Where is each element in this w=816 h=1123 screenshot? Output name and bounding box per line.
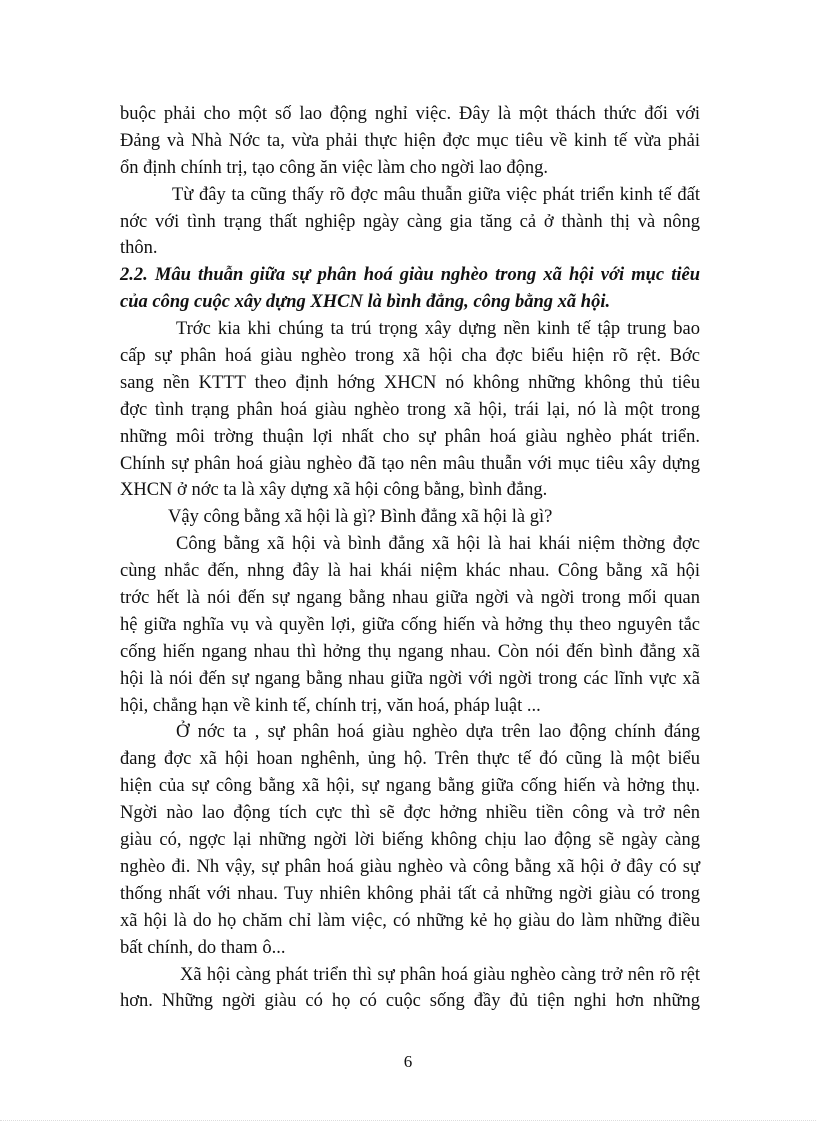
text-line: hội, chẳng hạn về kinh tế, chính trị, văn hoá, pháp luật ... (120, 695, 541, 716)
page-number: 6 (403, 1052, 413, 1071)
page-bottom-divider (0, 1120, 816, 1121)
text-line: hơn. Những ngời giàu có họ có cuộc sống đầy đủ tiện nghi hơn những (120, 991, 700, 1012)
text-line: sang nền KTTT theo định hớng XHCN nó không những không thủ tiêu (120, 372, 700, 393)
text-line: Từ đây ta cũng thấy rõ đợc mâu thuẫn giữa việc phát triển kinh tế đất (172, 184, 700, 205)
text-line: những môi trờng thuận lợi nhất cho sự phân hoá giàu nghèo phát triển. (120, 426, 700, 447)
text-line: Đảng và Nhà Nớc ta, vừa phải thực hiện đợc mục tiêu về kinh tế vừa phải (120, 130, 700, 151)
text-line: giàu có, ngợc lại những ngời lời biếng không chịu lao động sẽ ngày càng (120, 830, 700, 851)
text-line: ổn định chính trị, tạo công ăn việc làm cho ngời lao động. (120, 157, 548, 178)
text-line: Chính sự phân hoá giàu nghèo đã tạo nên mâu thuẫn với mục tiêu xây dựng (120, 453, 700, 474)
text-line: Ngời nào lao động tích cực thì sẽ đợc hởng nhiều tiền công và trở nên (120, 803, 700, 824)
text-line: hội là nói đến sự ngang bằng nhau giữa ngời với ngời trong các lĩnh vực xã (120, 668, 700, 689)
text-line: đang đợc xã hội hoan nghênh, ủng hộ. Trên thực tế đó cũng là một biểu (120, 749, 700, 770)
text-line: cùng nhắc đến, nhng đây là hai khái niệm khác nhau. Công bằng xã hội (120, 561, 700, 582)
text-line: Xã hội càng phát triển thì sự phân hoá giàu nghèo càng trở nên rõ rệt (180, 964, 700, 985)
text-line: cấp sự phân hoá giàu nghèo trong xã hội cha đợc biểu hiện rõ rệt. Bớc (120, 346, 700, 367)
text-line: trớc hết là nói đến sự ngang bằng nhau giữa ngời và ngời trong mối quan (120, 588, 700, 609)
text-line: nớc với tình trạng thất nghiệp ngày càng gia tăng cả ở thành thị và nông (120, 211, 700, 232)
section-heading-line: 2.2. Mâu thuẫn giữa sự phân hoá giàu nghèo trong xã hội với mục tiêu (120, 265, 700, 286)
text-line: thôn. (120, 238, 158, 259)
text-line: hệ giữa nghĩa vụ và quyền lợi, giữa cống hiến và hởng thụ theo nguyên tắc (120, 614, 700, 635)
text-line: buộc phải cho một số lao động nghỉ việc. Đây là một thách thức đối với (120, 104, 700, 124)
text-line: Vậy công bằng xã hội là gì? Bình đẳng xã hội là gì? (168, 507, 553, 528)
text-line: thống nhất với nhau. Tuy nhiên không phải tất cả những ngời giàu có trong (120, 883, 700, 904)
text-line: đợc tình trạng phân hoá giàu nghèo trong xã hội, trái lại, nó là một trong (120, 399, 700, 420)
text-line: Ở nớc ta , sự phân hoá giàu nghèo dựa trên lao động chính đáng (176, 722, 700, 743)
text-line: bất chính, do tham ô... (120, 937, 286, 958)
section-heading-line: của công cuộc xây dựng XHCN là bình đẳng, công bằng xã hội. (120, 292, 611, 313)
text-line: Công bằng xã hội và bình đẳng xã hội là hai khái niệm thờng đợc (176, 534, 700, 555)
text-line: cống hiến ngang nhau thì hởng thụ ngang nhau. Còn nói đến bình đẳng xã (120, 641, 700, 662)
text-line: Trớc kia khi chúng ta trú trọng xây dựng nền kinh tế tập trung bao (176, 319, 700, 340)
text-line: nghèo đi. Nh vậy, sự phân hoá giàu nghèo và công bằng xã hội ở đây có sự (120, 856, 700, 877)
text-line: hiện của sự công bằng xã hội, sự ngang bằng giữa cống hiến và hởng thụ. (120, 776, 700, 797)
text-line: xã hội là do họ chăm chỉ làm việc, có những kẻ họ giàu do làm những điều (120, 910, 700, 931)
text-line: XHCN ở nớc ta là xây dựng xã hội công bằng, bình đẳng. (120, 480, 548, 501)
body-text (120, 101, 700, 1015)
